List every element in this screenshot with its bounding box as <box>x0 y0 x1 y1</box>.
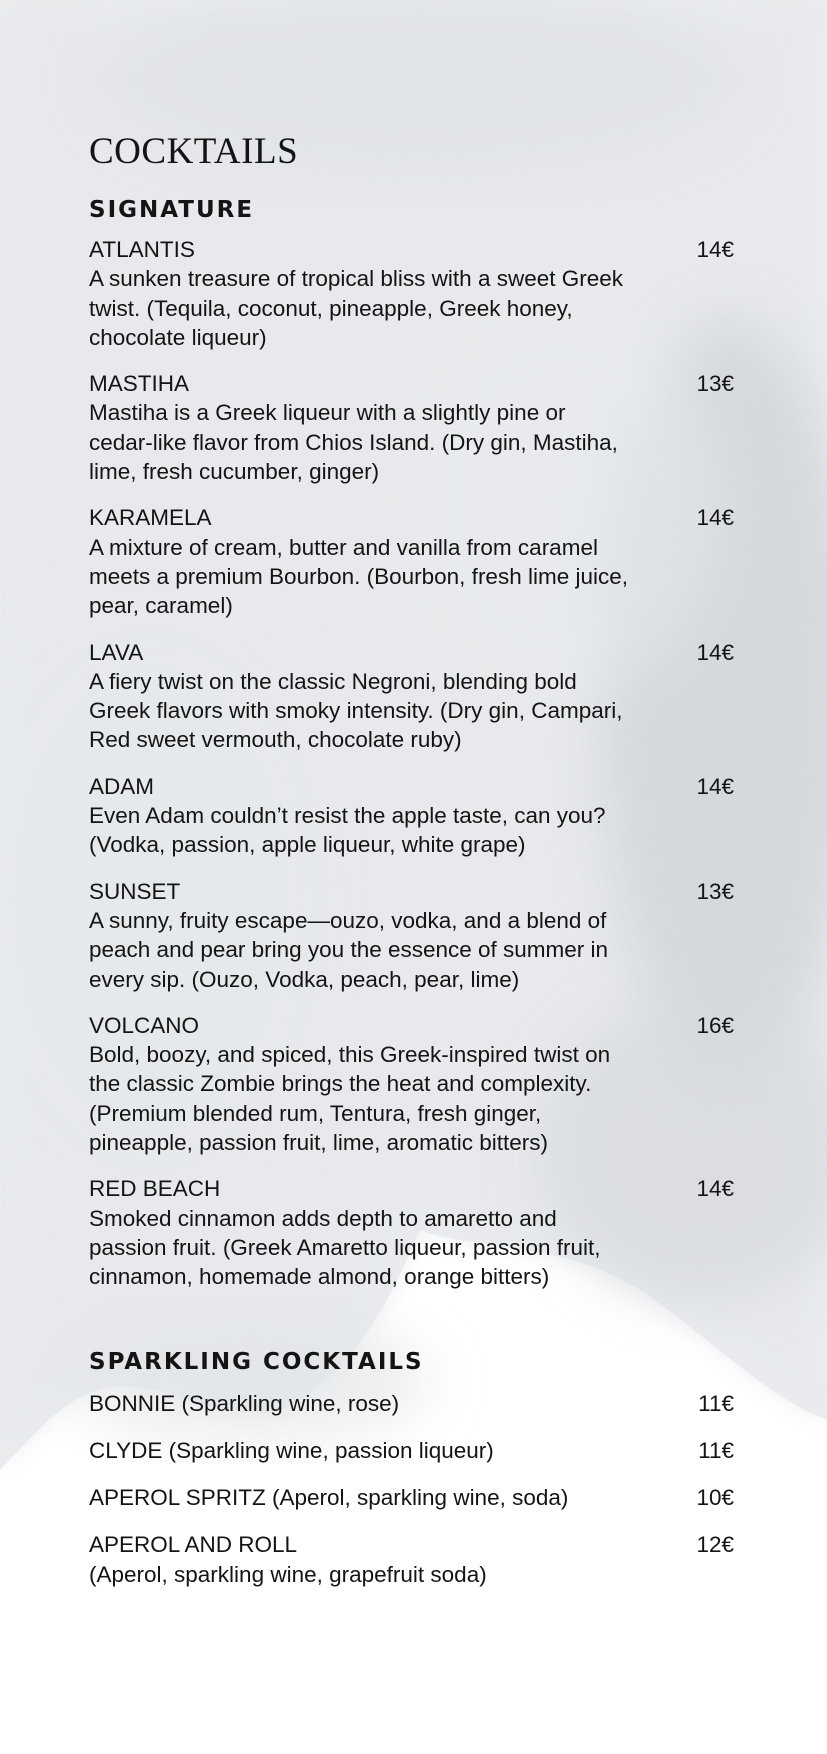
item-description: Smoked cinnamon adds depth to amaretto and passion fruit. (Greek Amaretto liqueur, passion fruit, cinnamon, homemade almond, orange bitters) <box>89 1205 601 1290</box>
item-name: APEROL SPRITZ <box>89 1485 266 1511</box>
signature-heading: SIGNATURE <box>89 197 255 223</box>
item-price: 10€ <box>696 1485 734 1511</box>
menu-item-clyde <box>89 1436 734 1465</box>
item-price: 14€ <box>696 639 734 665</box>
item-price: 13€ <box>696 878 734 904</box>
item-ingredients: (Sparkling wine, rose) <box>181 1390 400 1416</box>
menu-item-adam <box>89 772 734 860</box>
item-name: APEROL AND ROLL <box>89 1532 297 1558</box>
item-price: 14€ <box>696 237 734 262</box>
sparkling-heading: SPARKLING COCKTAILS <box>89 1348 424 1375</box>
item-ingredients: (Sparkling wine, passion liqueur) <box>168 1437 494 1463</box>
item-price: 13€ <box>696 371 734 397</box>
item-name: VOLCANO <box>89 1012 200 1038</box>
item-name: ADAM <box>89 773 155 799</box>
item-name: SUNSET <box>89 878 181 904</box>
item-description: Bold, boozy, and spiced, this Greek-inspired twist on the classic Zombie brings the heat and complexity. (Premium blended rum, Tentura, fresh ginger, pineapple, passion fruit, lime, aromatic bitters) <box>89 1042 611 1156</box>
menu-item-bonnie <box>89 1389 734 1418</box>
item-description: A fiery twist on the classic Negroni, blending bold Greek flavors with smoky intensity. (Dry gin, Campari, Red sweet vermouth, chocolate ruby) <box>89 668 623 753</box>
item-price: 14€ <box>696 773 734 799</box>
item-price: 11€ <box>698 1437 734 1463</box>
item-ingredients: (Aperol, sparkling wine, soda) <box>271 1485 569 1511</box>
menu-item-mastiha <box>89 369 734 486</box>
item-name: BONNIE <box>89 1390 176 1416</box>
item-name: CLYDE <box>89 1437 163 1463</box>
item-name: KARAMELA <box>89 505 212 531</box>
page-title: COCKTAILS <box>89 131 299 172</box>
item-price: 12€ <box>696 1532 734 1558</box>
item-price: 16€ <box>696 1012 734 1038</box>
menu-item-sunset <box>89 877 734 994</box>
item-name: LAVA <box>89 639 144 665</box>
item-description: A sunken treasure of tropical bliss with a sweet Greek twist. (Tequila, coconut, pineapple, Greek honey, chocolate liqueur) <box>89 266 624 350</box>
item-price: 14€ <box>696 1176 734 1202</box>
menu-item-volcano <box>89 1011 734 1157</box>
item-description: Even Adam couldn’t resist the apple taste, can you? (Vodka, passion, apple liqueur, white grape) <box>89 803 606 858</box>
menu-item-atlantis <box>89 235 734 352</box>
menu-page <box>89 130 734 1607</box>
sparkling-list <box>89 1389 734 1589</box>
item-name: RED BEACH <box>89 1176 221 1202</box>
menu-item-red-beach <box>89 1174 734 1291</box>
item-description: A sunny, fruity escape—ouzo, vodka, and a blend of peach and pear bring you the essence of summer in every sip. (Ouzo, Vodka, peach, pear, lime) <box>89 907 609 992</box>
item-description: Mastiha is a Greek liqueur with a slightly pine or cedar-like flavor from Chios Island. (Dry gin, Mastiha, lime, fresh cucumber, ginger) <box>89 400 618 485</box>
menu-item-aperol-and-roll <box>89 1530 734 1589</box>
signature-list <box>89 235 734 1292</box>
item-name: MASTIHA <box>89 371 190 397</box>
item-description: A mixture of cream, butter and vanilla from caramel meets a premium Bourbon. (Bourbon, fresh lime juice, pear, caramel) <box>89 534 628 619</box>
item-price: 14€ <box>696 505 734 531</box>
item-ingredients: (Aperol, sparkling wine, grapefruit soda) <box>89 1561 487 1587</box>
menu-item-karamela <box>89 503 734 620</box>
item-price: 11€ <box>698 1390 734 1416</box>
item-name: ATLANTIS <box>89 237 195 262</box>
menu-item-lava <box>89 638 734 755</box>
menu-item-aperol-spritz <box>89 1483 734 1512</box>
